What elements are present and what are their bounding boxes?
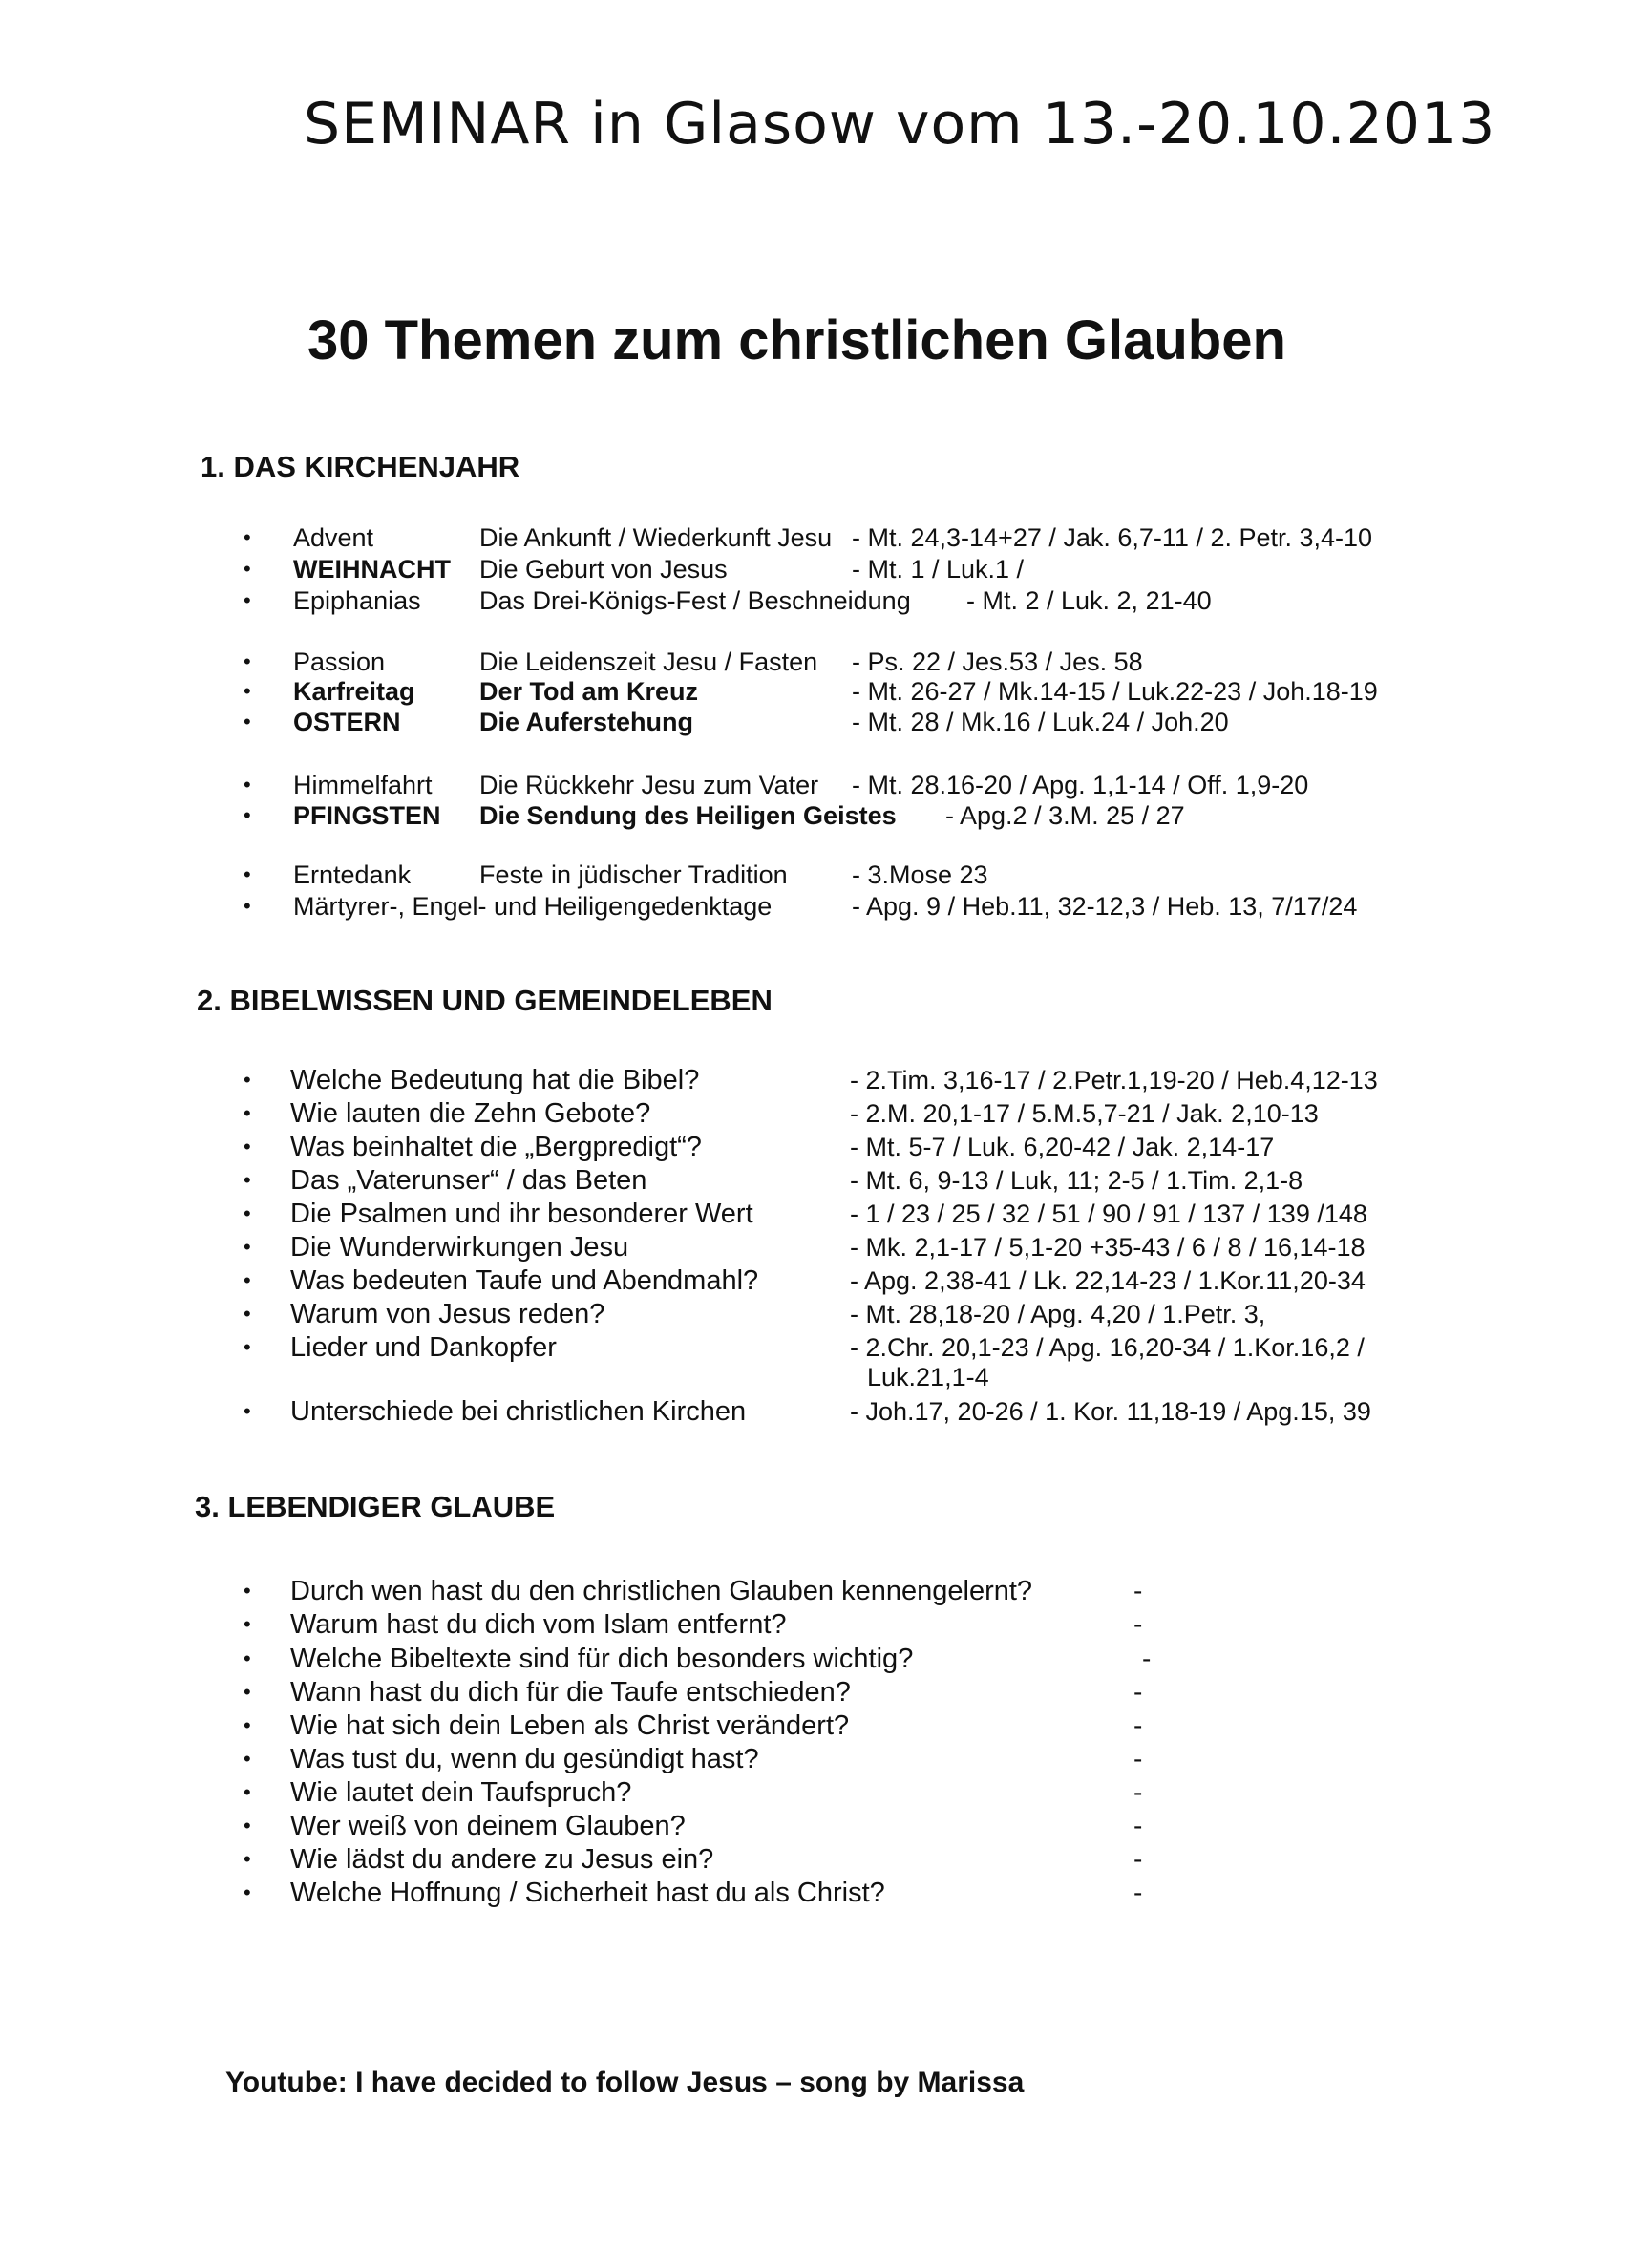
bullet: • <box>244 1101 251 1125</box>
bullet: • <box>244 773 251 796</box>
answer-dash: - <box>1133 1844 1143 1874</box>
topic-refs: - Mk. 2,1-17 / 5,1-20 +35-43 / 6 / 8 / 16,14-18 <box>850 1233 1366 1262</box>
topic-refs: - 2.Tim. 3,16-17 / 2.Petr.1,19-20 / Heb.4,12-13 <box>850 1066 1378 1094</box>
feast-refs: - Mt. 24,3-14+27 / Jak. 6,7-11 / 2. Petr. 3,4-10 <box>852 523 1373 552</box>
topic-refs: - Mt. 28,18-20 / Apg. 4,20 / 1.Petr. 3, <box>850 1300 1266 1328</box>
question-text: Wie lautet dein Taufspruch? <box>290 1777 632 1808</box>
topic-refs: - 2.M. 20,1-17 / 5.M.5,7-21 / Jak. 2,10-13 <box>850 1099 1319 1128</box>
topic-text: Was bedeuten Taufe und Abendmahl? <box>290 1265 759 1296</box>
topic-refs-continuation: Luk.21,1-4 <box>867 1363 989 1391</box>
feast-refs: - Mt. 2 / Luk. 2, 21-40 <box>966 586 1212 615</box>
bullet: • <box>244 710 251 733</box>
bullet: • <box>244 1847 251 1871</box>
bullet: • <box>244 1612 251 1636</box>
answer-dash: - <box>1142 1644 1152 1673</box>
feast-topic: Die Leidenszeit Jesu / Fasten <box>479 648 818 676</box>
bullet: • <box>244 1579 251 1603</box>
feast-refs: - Mt. 26-27 / Mk.14-15 / Luk.22-23 / Joh.18-19 <box>852 677 1378 706</box>
bullet: • <box>244 557 251 581</box>
bullet: • <box>244 1335 251 1359</box>
bullet: • <box>244 1201 251 1225</box>
question-text: Welche Bibeltexte sind für dich besonders wichtig? <box>290 1644 914 1674</box>
bullet: • <box>244 1268 251 1292</box>
bullet: • <box>244 1135 251 1158</box>
feast-name: Märtyrer-, Engel- und Heiligengedenktage <box>293 892 773 921</box>
feast-refs: - Mt. 1 / Luk.1 / <box>852 555 1025 584</box>
topic-text: Warum von Jesus reden? <box>290 1299 605 1329</box>
bullet: • <box>244 1680 251 1704</box>
section-heading-bibelwissen: 2. BIBELWISSEN UND GEMEINDELEBEN <box>197 984 773 1017</box>
feast-topic: Der Tod am Kreuz <box>479 677 699 706</box>
page-title: SEMINAR in Glasow vom 13.-20.10.2013 <box>304 91 1496 158</box>
question-text: Wie hat sich dein Leben als Christ verändert? <box>290 1710 850 1741</box>
feast-topic: Die Ankunft / Wiederkunft Jesu <box>479 523 833 552</box>
bullet: • <box>244 894 251 918</box>
bullet: • <box>244 862 251 886</box>
question-text: Durch wen hast du den christlichen Glauben kennengelernt? <box>290 1576 1033 1606</box>
question-text: Wer weiß von deinem Glauben? <box>290 1811 686 1841</box>
answer-dash: - <box>1133 1609 1143 1639</box>
feast-topic: Die Rückkehr Jesu zum Vater <box>479 771 819 799</box>
answer-dash: - <box>1133 1777 1143 1807</box>
topic-text: Lieder und Dankopfer <box>290 1332 557 1363</box>
document-subtitle: 30 Themen zum christlichen Glauben <box>307 309 1286 372</box>
topic-refs: - Mt. 5-7 / Luk. 6,20-42 / Jak. 2,14-17 <box>850 1133 1275 1161</box>
feast-name: Epiphanias <box>293 586 421 615</box>
bullet: • <box>244 588 251 612</box>
topic-refs: - Joh.17, 20-26 / 1. Kor. 11,18-19 / Apg.15, 39 <box>850 1397 1371 1426</box>
topic-text: Welche Bedeutung hat die Bibel? <box>290 1065 700 1095</box>
topic-text: Die Wunderwirkungen Jesu <box>290 1232 629 1263</box>
feast-name: OSTERN <box>293 708 401 736</box>
bullet: • <box>244 679 251 703</box>
answer-dash: - <box>1133 1744 1143 1773</box>
section-heading-lebendiger-glaube: 3. LEBENDIGER GLAUBE <box>195 1490 556 1523</box>
topic-text: Unterschiede bei christlichen Kirchen <box>290 1396 747 1427</box>
feast-refs: - Apg.2 / 3.M. 25 / 27 <box>945 801 1185 830</box>
bullet: • <box>244 1713 251 1737</box>
bullet: • <box>244 1235 251 1259</box>
question-text: Wie lädst du andere zu Jesus ein? <box>290 1844 714 1875</box>
feast-name: Karfreitag <box>293 677 415 706</box>
bullet: • <box>244 1780 251 1804</box>
topic-refs: - 1 / 23 / 25 / 32 / 51 / 90 / 91 / 137 / 139 /148 <box>850 1200 1367 1228</box>
feast-name: PFINGSTEN <box>293 801 441 830</box>
bullet: • <box>244 1168 251 1192</box>
feast-name: Passion <box>293 648 386 676</box>
feast-refs: - Mt. 28.16-20 / Apg. 1,1-14 / Off. 1,9-20 <box>852 771 1309 799</box>
feast-refs: - Mt. 28 / Mk.16 / Luk.24 / Joh.20 <box>852 708 1229 736</box>
feast-name: Himmelfahrt <box>293 771 433 799</box>
feast-name: WEIHNACHT <box>293 555 451 584</box>
topic-refs: - 2.Chr. 20,1-23 / Apg. 16,20-34 / 1.Kor.16,2 / <box>850 1333 1365 1362</box>
bullet: • <box>244 1068 251 1092</box>
topic-text: Die Psalmen und ihr besonderer Wert <box>290 1199 753 1229</box>
topic-refs: - Apg. 2,38-41 / Lk. 22,14-23 / 1.Kor.11,20-34 <box>850 1266 1366 1295</box>
bullet: • <box>244 1399 251 1423</box>
question-text: Was tust du, wenn du gesündigt hast? <box>290 1744 759 1774</box>
topic-text: Was beinhaltet die „Bergpredigt“? <box>290 1132 702 1162</box>
answer-dash: - <box>1133 1878 1143 1907</box>
section-heading-kirchenjahr: 1. DAS KIRCHENJAHR <box>201 450 520 483</box>
topic-text: Das „Vaterunser“ / das Beten <box>290 1165 647 1196</box>
bullet: • <box>244 1646 251 1670</box>
question-text: Welche Hoffnung / Sicherheit hast du als Christ? <box>290 1878 885 1908</box>
feast-topic: Die Sendung des Heiligen Geistes <box>479 801 897 830</box>
question-text: Wann hast du dich für die Taufe entschieden? <box>290 1677 851 1708</box>
feast-topic: Das Drei-Königs-Fest / Beschneidung <box>479 586 911 615</box>
feast-refs: - Ps. 22 / Jes.53 / Jes. 58 <box>852 648 1143 676</box>
bullet: • <box>244 1747 251 1771</box>
bullet: • <box>244 803 251 827</box>
feast-name: Advent <box>293 523 374 552</box>
answer-dash: - <box>1133 1710 1143 1740</box>
feast-topic: Feste in jüdischer Tradition <box>479 860 788 889</box>
feast-refs: - Apg. 9 / Heb.11, 32-12,3 / Heb. 13, 7/17/24 <box>852 892 1358 921</box>
topic-refs: - Mt. 6, 9-13 / Luk, 11; 2-5 / 1.Tim. 2,1-8 <box>850 1166 1303 1195</box>
feast-topic: Die Auferstehung <box>479 708 694 736</box>
bullet: • <box>244 1880 251 1904</box>
feast-topic: Die Geburt von Jesus <box>479 555 728 584</box>
bullet: • <box>244 1302 251 1326</box>
answer-dash: - <box>1133 1677 1143 1707</box>
footer-note: Youtube: I have decided to follow Jesus – song by Marissa <box>225 2067 1025 2098</box>
bullet: • <box>244 525 251 549</box>
feast-refs: - 3.Mose 23 <box>852 860 988 889</box>
question-text: Warum hast du dich vom Islam entfernt? <box>290 1609 787 1640</box>
bullet: • <box>244 649 251 673</box>
bullet: • <box>244 1814 251 1837</box>
topic-text: Wie lauten die Zehn Gebote? <box>290 1098 651 1129</box>
feast-name: Erntedank <box>293 860 412 889</box>
answer-dash: - <box>1133 1811 1143 1840</box>
answer-dash: - <box>1133 1576 1143 1605</box>
